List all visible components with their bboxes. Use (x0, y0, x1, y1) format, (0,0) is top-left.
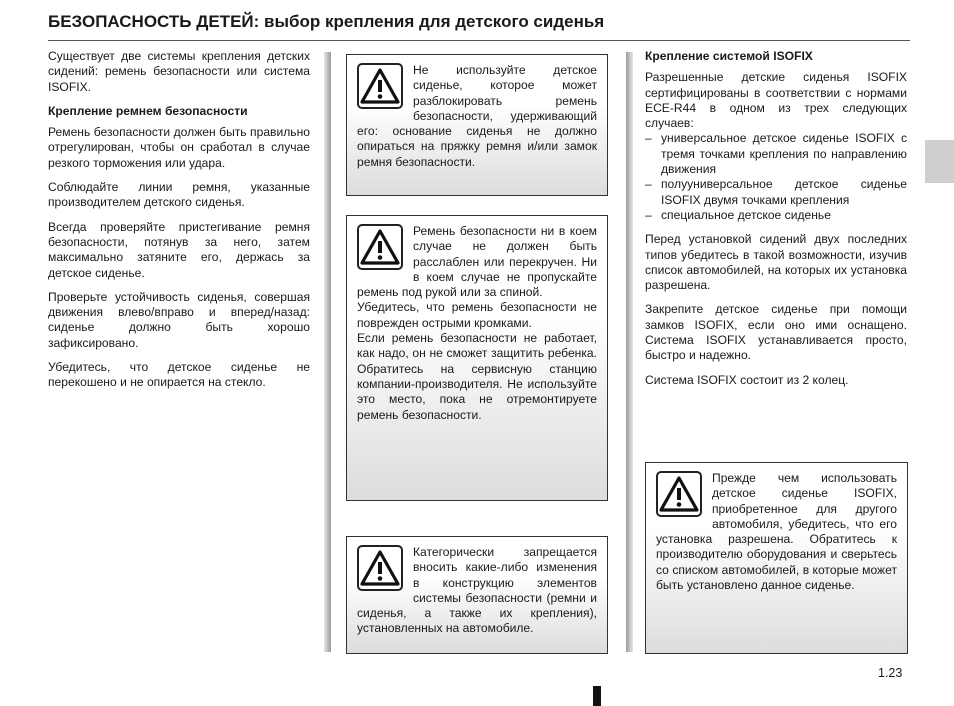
page-title: БЕЗОПАСНОСТЬ ДЕТЕЙ: выбор крепления для детского сиденья (48, 12, 605, 31)
page-marker (593, 686, 601, 706)
warning-text: Не используйте детское сиденье, которое может разблокировать ремень безопасности, удерживающий его: основание сиденья не должно опираться на пряжку ремня и/или замок ремня безопасности. (357, 63, 597, 169)
list-dash: – (645, 131, 652, 146)
warning-text: Прежде чем использовать детское сиденье ISOFIX, приобретенное для другого автомобиля, убедитесь, что его установка разрешена. Обратитесь к производителю оборудования и сверьтесь со списком автомобилей, в которые может быть установлено данное сиденье. (656, 471, 897, 593)
belt-paragraph: Проверьте устойчивость сиденья, совершая движения влево/вправо и вперед/назад: сиденье должно быть хорошо зафиксировано. (48, 289, 310, 350)
isofix-paragraph: Система ISOFIX состоит из 2 колец. (645, 372, 849, 387)
warning-box-isofix (645, 462, 908, 654)
warning-triangle-icon (357, 224, 403, 270)
warning-triangle-icon (357, 63, 403, 109)
column-divider-left (324, 52, 331, 652)
belt-paragraph: Соблюдайте линии ремня, указанные производителем детского сиденья. (48, 180, 310, 210)
list-item: – универсальное детское сиденье ISOFIX с тремя точками крепления по направлению движения (645, 131, 907, 177)
isofix-section-heading: Крепление системой ISOFIX (645, 49, 813, 63)
list-dash: – (645, 207, 652, 222)
warning-triangle-icon (656, 471, 702, 517)
title-rule (48, 40, 910, 41)
warning-triangle-icon (357, 545, 403, 591)
warning-text: Категорически запрещается вносить какие-либо изменения в конструкцию элементов системы безопасности (ремни и сиденья, а также их крепления), установленных на автомобиле. (357, 545, 597, 636)
isofix-intro: Разрешенные детские сиденья ISOFIX сертифицированы в соответствии с нормами ECE-R44 в одном из трех следующих случаев: (645, 70, 907, 131)
belt-section-heading: Крепление ремнем безопасности (48, 103, 248, 118)
isofix-paragraph: Перед установкой сидений двух последних типов убедитесь в такой возможности, изучив список автомобилей, на которых их установка разрешена. (645, 232, 907, 293)
belt-paragraph: Убедитесь, что детское сиденье не перекошено и не опирается на стекло. (48, 360, 310, 390)
warning-box-modification (346, 536, 608, 654)
left-column (48, 49, 310, 400)
warning-box-buckle (346, 54, 608, 196)
belt-paragraph: Ремень безопасности должен быть правильно отрегулирован, чтобы он сработал в случае резкого торможения или удара. (48, 125, 310, 170)
warning-box-belt (346, 215, 608, 501)
list-item: – полууниверсальное детское сиденье ISOFIX двумя точками крепления (645, 177, 907, 207)
right-column (645, 49, 907, 397)
column-divider-right (626, 52, 633, 652)
chapter-tab (925, 140, 954, 183)
list-dash: – (645, 177, 652, 192)
isofix-paragraph: Закрепите детское сиденье при помощи замков ISOFIX, если оно ими оснащено. Система ISOFIX устанавливается просто, быстро и надежно. (645, 302, 907, 363)
warning-text: Если ремень безопасности не работает, как надо, он не сможет защитить ребенка. Обратитесь на сервисную станцию компании-производителя. Не используйте это место, пока не отремонтируете ремень безопасности. (357, 331, 597, 422)
warning-text: Убедитесь, что ремень безопасности не поврежден острыми кромками. (357, 300, 597, 330)
list-item: – специальное детское сиденье (645, 207, 831, 222)
isofix-list (645, 131, 907, 223)
intro-paragraph: Существует две системы крепления детских сидений: ремень безопасности или система ISOFIX. (48, 49, 310, 94)
page-number: 1.23 (878, 666, 903, 680)
belt-paragraph: Всегда проверяйте пристегивание ремня безопасности, потянув за него, затем максимально затяните его, держась за детское сиденье. (48, 219, 310, 280)
warning-text: Ремень безопасности ни в коем случае не должен быть расслаблен или перекручен. Ни в коем случае не пропускайте ремень под рукой или за спиной. (357, 224, 597, 300)
